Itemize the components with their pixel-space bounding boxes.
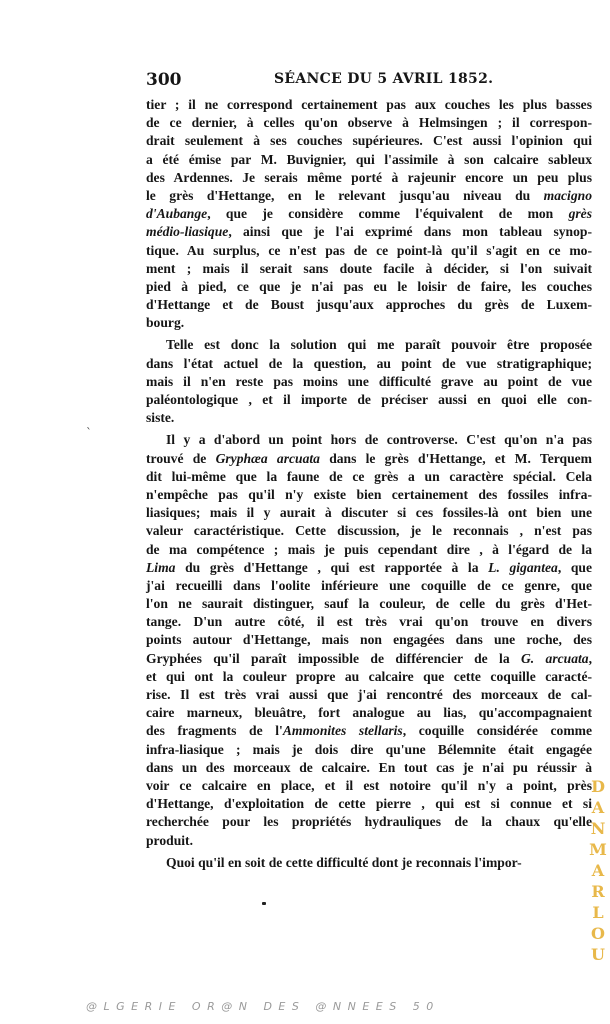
- text-line: Quoi qu'il en soit de cette difficulté dont je reconnais l'impor-: [166, 854, 522, 870]
- watermark-letter: R: [591, 882, 605, 901]
- text-line: trouvé de Gryphæa arcuata dans le grès d'Hettange, et M. Terquem: [146, 450, 592, 466]
- watermark-letter: M: [589, 840, 607, 859]
- page-header: [146, 70, 592, 92]
- text-line: n'empêche pas qu'il n'y existe bien certainement des fossiles infra-: [146, 486, 592, 502]
- watermark-letter: L: [592, 903, 604, 922]
- text-line: infra-liasique ; mais je dois dire qu'une Bélemnite était engagée: [146, 741, 592, 757]
- text-line: tique. Au surplus, ce n'est pas de ce point-là qu'il s'agit en ce mo-: [146, 242, 592, 258]
- text-line: drait seulement à ses couches supérieures. C'est aussi l'opinion qui: [146, 133, 592, 149]
- text-line: valeur caractéristique. Cette discussion, je le reconnais , n'est pas: [146, 523, 592, 539]
- text-line: médio-liasique, ainsi que je l'ai exprimé dans mon tableau synop-: [146, 224, 592, 240]
- text-line: le grès d'Hettange, en le relevant jusqu'au niveau du macigno: [146, 187, 592, 203]
- text-line: dans un des morceaux de calcaire. En tout cas je n'ai pu réussir à: [146, 759, 592, 775]
- text-line: d'Hettange et de Boust jusqu'aux approches du grès de Luxem-: [146, 297, 592, 313]
- text-line: des Ardennes. Je serais même porté à rajeunir encore un peu plus: [146, 169, 592, 185]
- margin-tick-mark: `: [86, 426, 92, 440]
- text-line: et qui ont la couleur propre au calcaire que cette coquille caracté-: [146, 668, 592, 684]
- text-line: rise. Il est très vrai aussi que j'ai rencontré des morceaux de cal-: [146, 687, 592, 702]
- text-line: a été émise par M. Buvignier, qui l'assimile à son calcaire sableux: [146, 151, 592, 167]
- text-line: de ma compétence ; mais je puis cependant dire , à l'égard de la: [146, 541, 592, 557]
- text-line: ment ; mais il serait sans doute facile à décider, si l'on suivait: [146, 260, 592, 276]
- text-line: l'on ne saurait distinguer, sauf la couleur, de celle du grès d'Het-: [146, 596, 592, 612]
- paragraph: [146, 336, 592, 427]
- text-line: points autour d'Hettange, mais non engagées dans une roche, des: [146, 632, 592, 648]
- page-number: 300: [146, 70, 182, 90]
- text-line: de ce dernier, à celles qu'on observe à Helmsingen ; il correspon-: [146, 115, 592, 131]
- text-line: d'Aubange, que je considère comme l'équivalent de mon grès: [146, 206, 592, 222]
- text-line: dit lui-même que la faune de ce grès a un caractère spécial. Cela: [146, 468, 592, 484]
- text-line: tange. D'un autre côté, il est très vrai qu'on trouve en divers: [146, 614, 592, 630]
- text-line: j'ai recueilli dans l'oolite inférieure une coquille de ce genre, que: [146, 577, 592, 593]
- text-line: bourg.: [146, 315, 185, 331]
- watermark-letter: O: [591, 924, 605, 943]
- paragraph: [146, 431, 592, 849]
- text-line: des fragments de l'Ammonites stellaris, coquille considérée comme: [146, 723, 592, 739]
- text-line: pied à pied, ce que je n'ai pas eu le loisir de faire, les couches: [146, 278, 592, 294]
- bottom-watermark: @LGERIE OR@N DES @NNEES 50: [86, 1000, 440, 1013]
- text-line: caire marneux, bleuâtre, fort analogue au lias, qu'accompagnaient: [146, 705, 592, 721]
- text-line: voir ce calcaire en place, et il est notoire qu'il n'y a point, près: [146, 777, 592, 793]
- text-line: liasiques; mais il y aurait à discuter si ces fossiles-là ont bien une: [146, 505, 592, 521]
- stray-ink-dot: [262, 902, 266, 905]
- text-line: Gryphées qu'il paraît impossible de différencier de la G. arcuata,: [146, 650, 592, 666]
- text-line: mais il n'en reste pas moins une difficulté grave au point de vue: [146, 373, 592, 389]
- text-line: Lima du grès d'Hettange , qui est rapportée à la L. gigantea, que: [146, 559, 592, 575]
- watermark-letter: D: [591, 777, 605, 796]
- text-line: dans l'état actuel de la question, au point de vue stratigraphique;: [146, 355, 592, 371]
- text-line: Telle est donc la solution qui me paraît pouvoir être proposée: [166, 337, 592, 353]
- text-line: Il y a d'abord un point hors de controverse. C'est qu'on n'a pas: [166, 432, 592, 448]
- text-line: tier ; il ne correspond certainement pas aux couches les plus basses: [146, 97, 592, 112]
- text-line: produit.: [146, 832, 193, 848]
- paragraph: [146, 854, 592, 872]
- running-head: SÉANCE DU 5 AVRIL 1852.: [274, 71, 494, 87]
- body-text: [146, 96, 592, 876]
- text-line: siste.: [146, 410, 175, 426]
- text-line: recherchée pour les propriétés hydrauliques de la chaux qu'elle: [146, 814, 592, 830]
- text-line: paléontologique , et il importe de préciser aussi en quoi elle con-: [146, 392, 592, 407]
- watermark-letter: A: [591, 861, 605, 880]
- watermark-letter: U: [591, 945, 605, 964]
- text-line: d'Hettange, d'exploitation de cette pierre , qui est si connue et si: [146, 796, 592, 812]
- paragraph: [146, 96, 592, 332]
- watermark-letter: A: [591, 798, 605, 817]
- watermark-letter: N: [590, 819, 606, 838]
- vertical-watermark: [587, 776, 609, 986]
